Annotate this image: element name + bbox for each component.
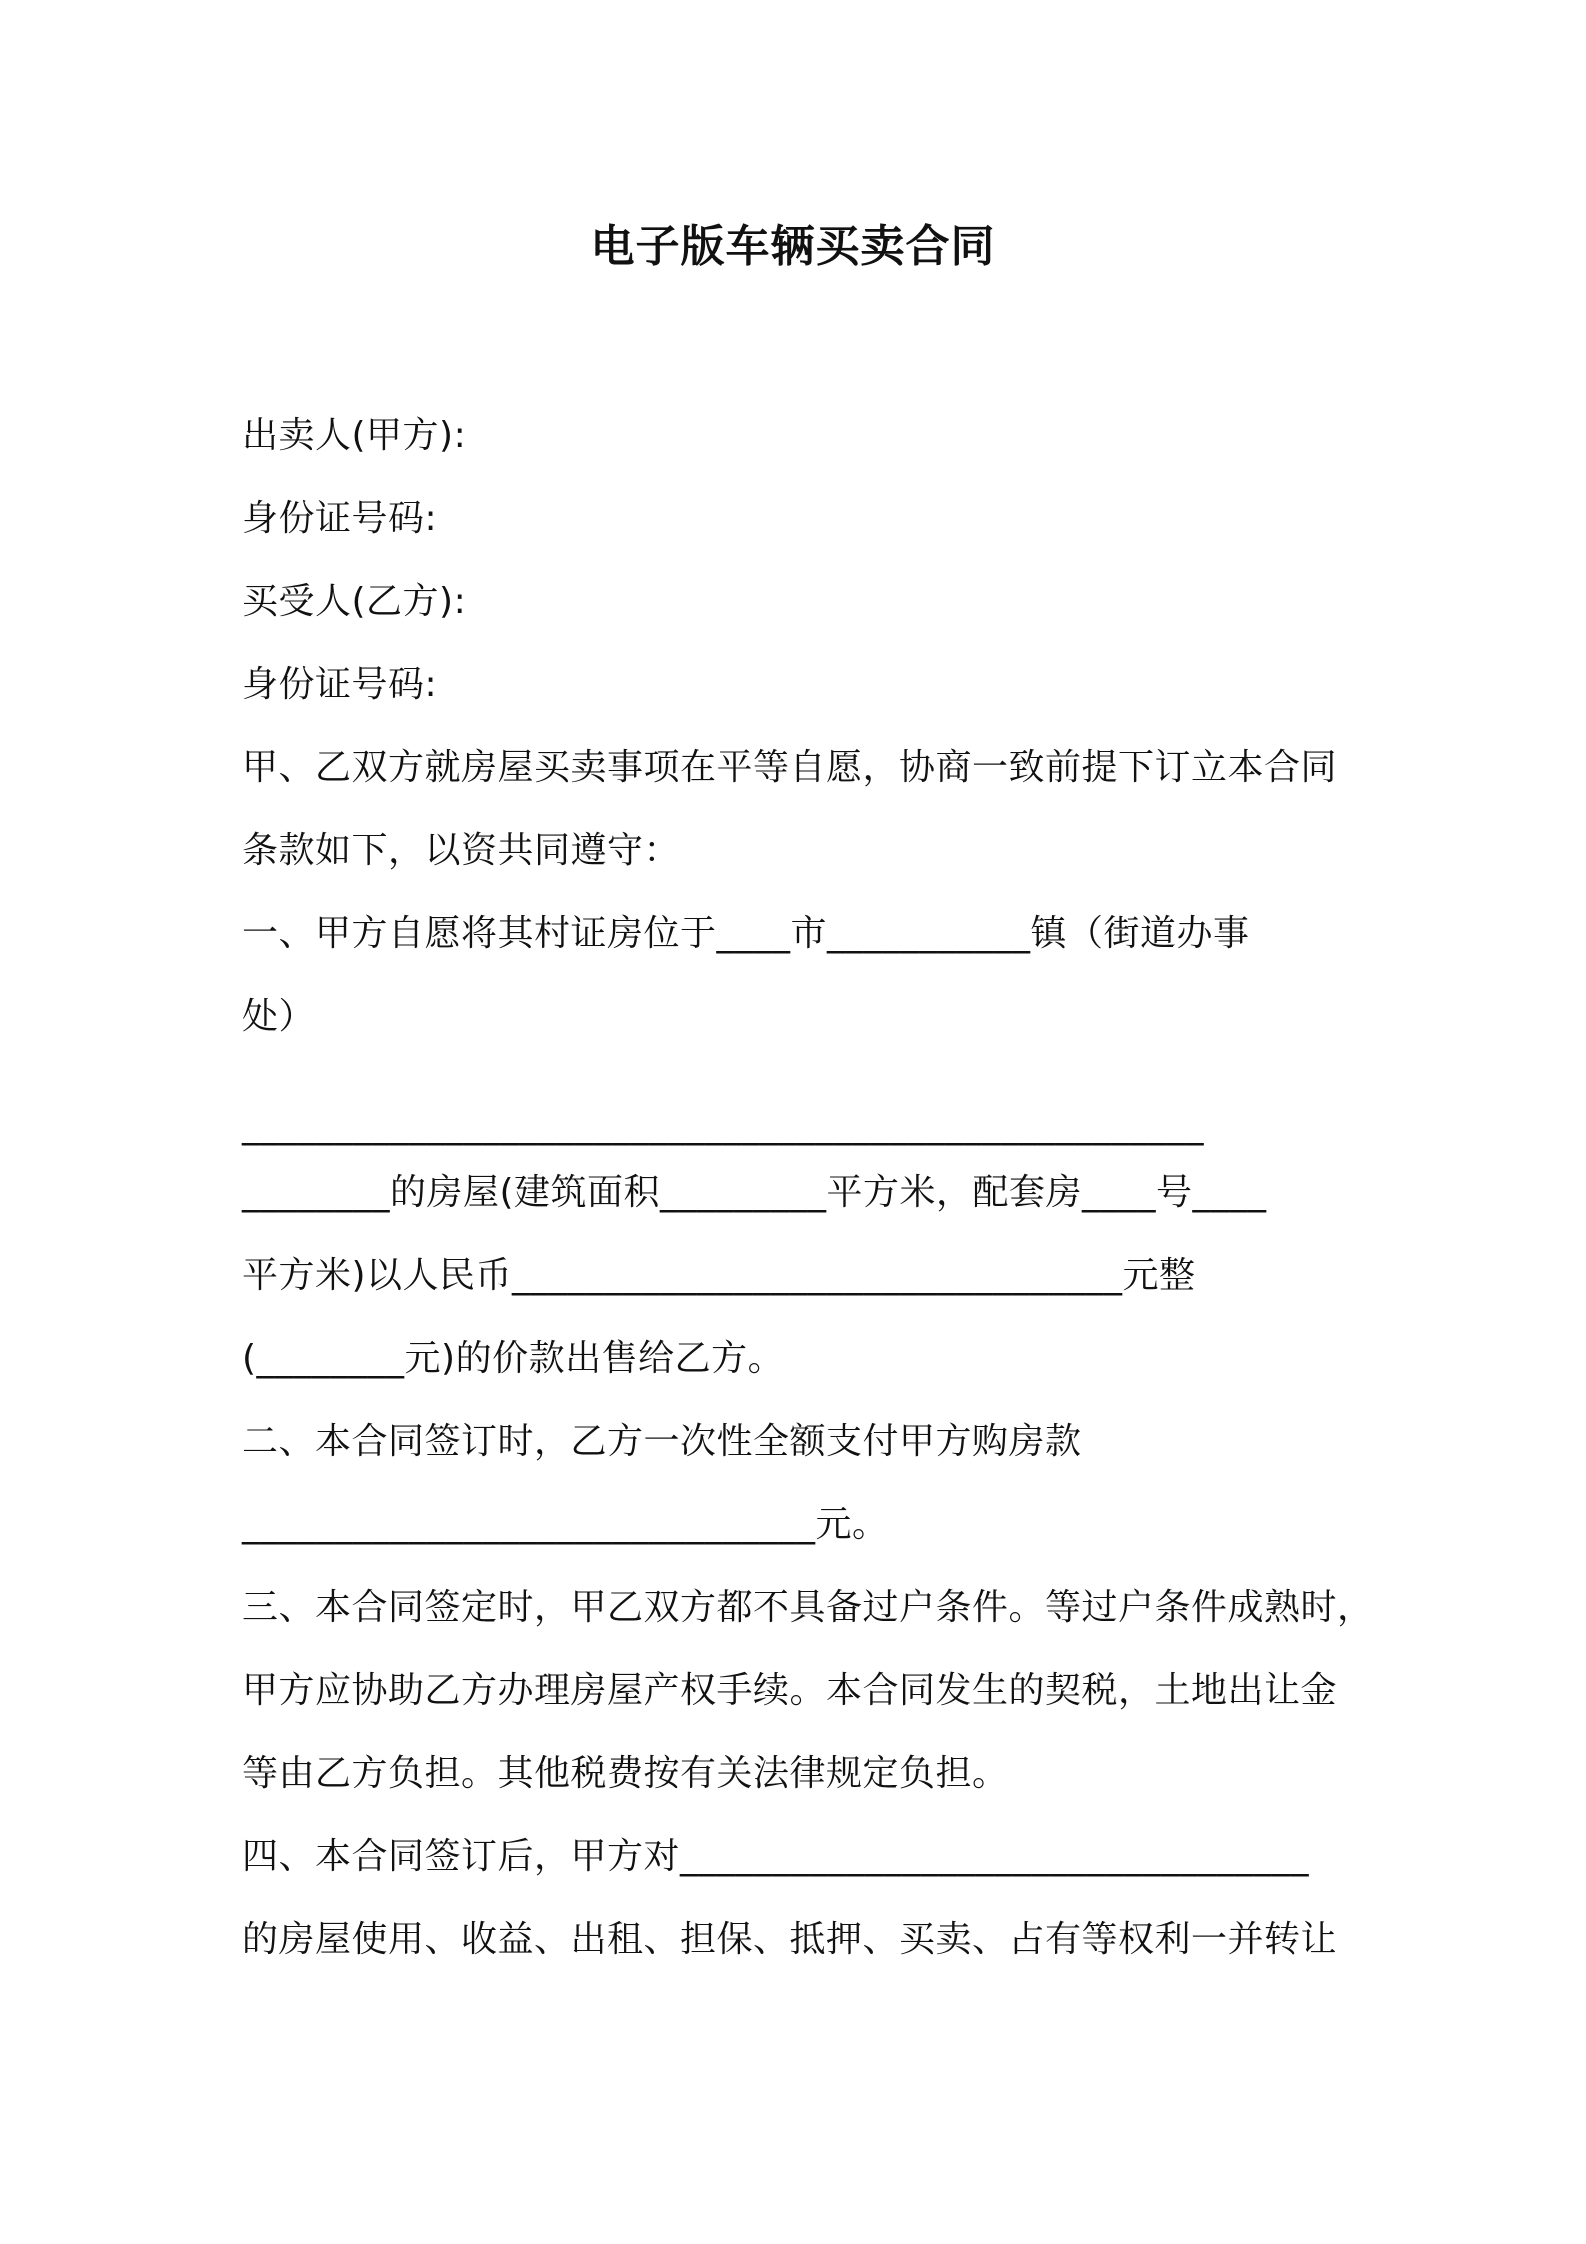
clause-1-line: 处） — [242, 996, 316, 1037]
document-title: 电子版车辆买卖合同 — [590, 221, 996, 272]
clause-3-line: 甲方应协助乙方办理房屋产权手续。本合同发生的契税，土地出让金 — [242, 1670, 1338, 1711]
clause-1-line: 平方米)以人民币_________________________________元整 — [242, 1255, 1196, 1296]
clause-3-line: 等由乙方负担。其他税费按有关法律规定负担。 — [242, 1753, 1009, 1794]
clause-1-line: 一、甲方自愿将其村证房位于____市___________镇（街道办事 — [242, 913, 1250, 954]
seller-id-label: 身份证号码: — [242, 498, 438, 539]
buyer-id-label: 身份证号码: — [242, 664, 438, 705]
buyer-label: 买受人(乙方): — [242, 581, 467, 622]
clause-4-line: 四、本合同签订后，甲方对__________________________________ — [242, 1836, 1310, 1877]
clause-1-line: (________元)的价款出售给乙方。 — [242, 1338, 785, 1379]
seller-label: 出卖人(甲方): — [242, 415, 467, 456]
clause-4-line: 的房屋使用、收益、出租、担保、抵押、买卖、占有等权利一并转让 — [242, 1919, 1338, 1960]
preamble-line: 甲、乙双方就房屋买卖事项在平等自愿，协商一致前提下订立本合同 — [242, 747, 1338, 788]
preamble-line: 条款如下，以资共同遵守： — [242, 830, 681, 871]
clause-3-line: 三、本合同签定时，甲乙双方都不具备过户条件。等过户条件成熟时， — [242, 1587, 1374, 1628]
clause-1-line: ________的房屋(建筑面积_________平方米，配套房____号____ — [242, 1172, 1267, 1213]
clause-2-line: _______________________________元。 — [242, 1504, 889, 1545]
clause-2-line: 二、本合同签订时，乙方一次性全额支付甲方购房款 — [242, 1421, 1082, 1462]
clause-1-blank-line: ____________________________________________________ — [242, 1105, 1204, 1146]
